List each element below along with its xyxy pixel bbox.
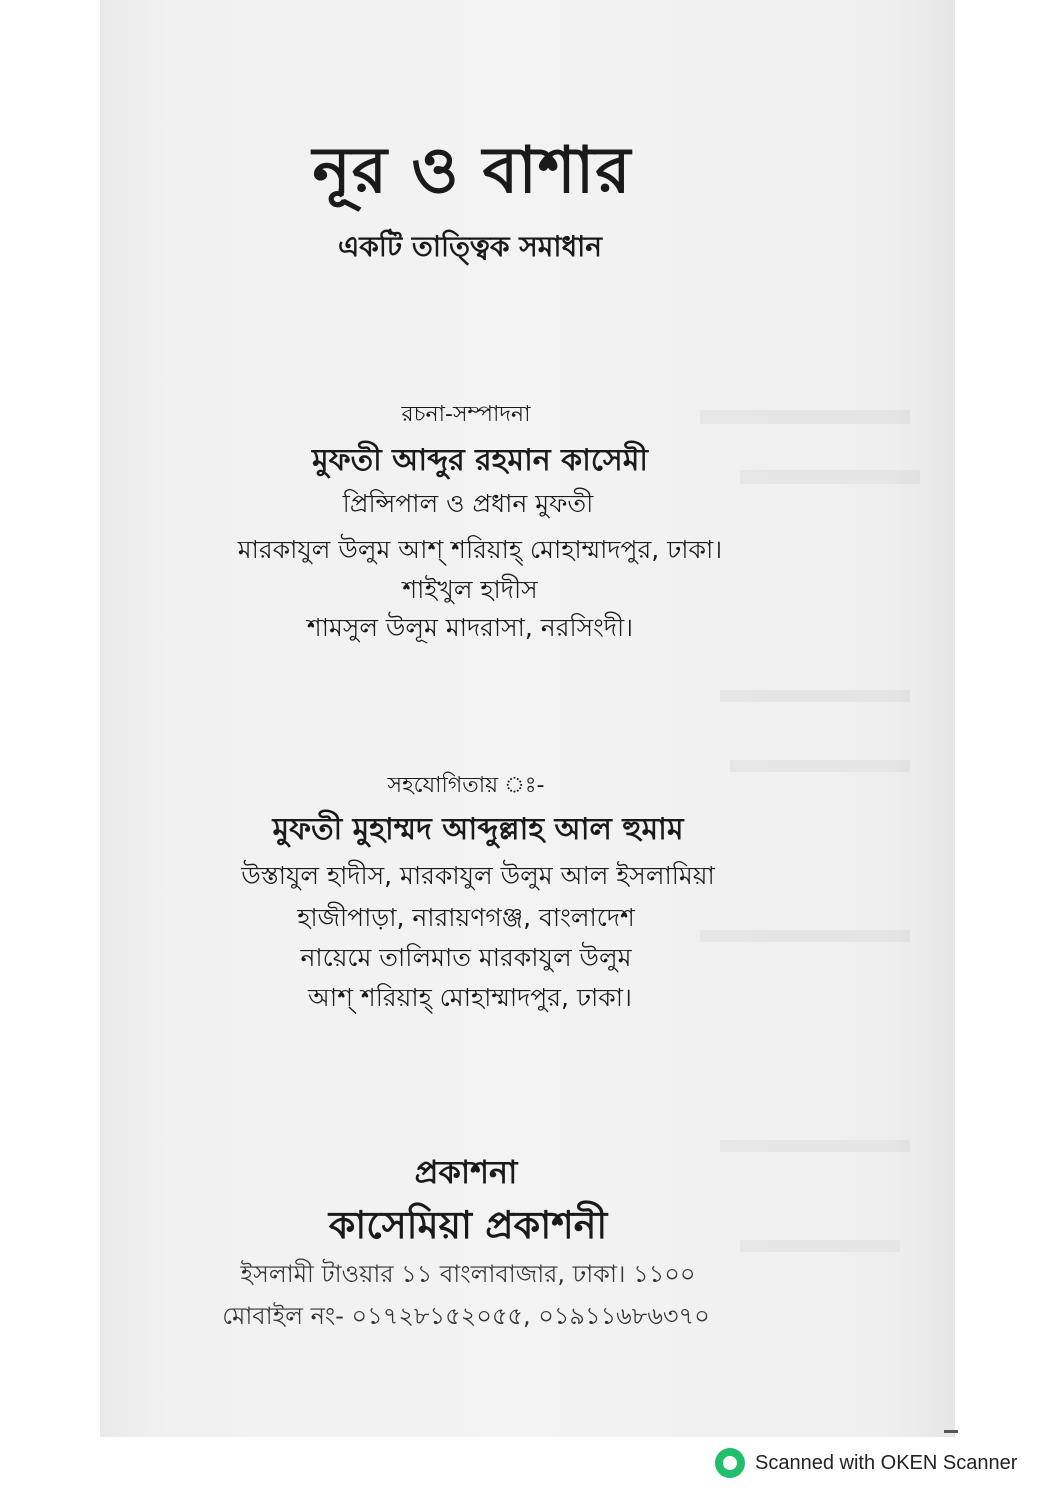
- oken-scanner-icon: [715, 1448, 745, 1478]
- collaborator-detail-line: আশ্ শরিয়াহ্ মোহাম্মাদপুর, ঢাকা।: [308, 983, 632, 1012]
- book-subtitle: একটি তাত্ত্বিক সমাধান: [338, 230, 602, 263]
- bleed-through-mark: [730, 760, 910, 772]
- bleed-through-mark: [740, 470, 920, 484]
- author-detail-line: শাইখুল হাদীস: [402, 575, 538, 604]
- publisher-address: ইসলামী টাওয়ার ১১ বাংলাবাজার, ঢাকা। ১১০০: [240, 1260, 696, 1288]
- bleed-through-mark: [700, 930, 910, 942]
- publisher-phone: মোবাইল নং- ০১৭২৮১৫২০৫৫, ০১৯১১৬৮৬৩৭০: [222, 1302, 710, 1330]
- book-title: নূর ও বাশার: [312, 134, 632, 208]
- author-name: মুফতী আব্দুর রহমান কাসেমী: [312, 443, 648, 478]
- collaborator-detail-line: উস্তাযুল হাদীস, মারকাযুল উলুম আল ইসলামিয়া: [241, 861, 715, 890]
- scanner-watermark: [715, 1448, 1017, 1478]
- bleed-through-mark: [740, 1240, 900, 1252]
- collaborator-label: সহযোগিতায় ঃ-: [387, 773, 545, 798]
- bleed-through-mark: [720, 690, 910, 702]
- collaborator-detail-line: নায়েমে তালিমাত মারকাযুল উলুম: [300, 943, 632, 972]
- page-edge-mark: [944, 1430, 958, 1433]
- bleed-through-mark: [720, 1140, 910, 1152]
- author-detail-line: প্রিন্সিপাল ও প্রধান মুফতী: [342, 489, 594, 518]
- publisher-label: প্রকাশনা: [414, 1153, 518, 1191]
- publisher-name: কাসেমিয়া প্রকাশনী: [328, 1203, 608, 1247]
- scanner-watermark-text: Scanned with OKEN Scanner: [755, 1451, 1018, 1474]
- author-detail-line: মারকাযুল উলুম আশ্ শরিয়াহ্ মোহাম্মাদপুর, ঢাকা।: [237, 535, 723, 564]
- author-detail-line: শামসুল উলূম মাদরাসা, নরসিংদী।: [306, 613, 634, 642]
- collaborator-name: মুফতী মুহাম্মদ আব্দুল্লাহ আল হুমাম: [272, 812, 684, 847]
- collaborator-detail-line: হাজীপাড়া, নারায়ণগঞ্জ, বাংলাদেশ: [297, 903, 635, 932]
- bleed-through-mark: [700, 410, 910, 424]
- author-label: রচনা-সম্পাদনা: [401, 402, 531, 427]
